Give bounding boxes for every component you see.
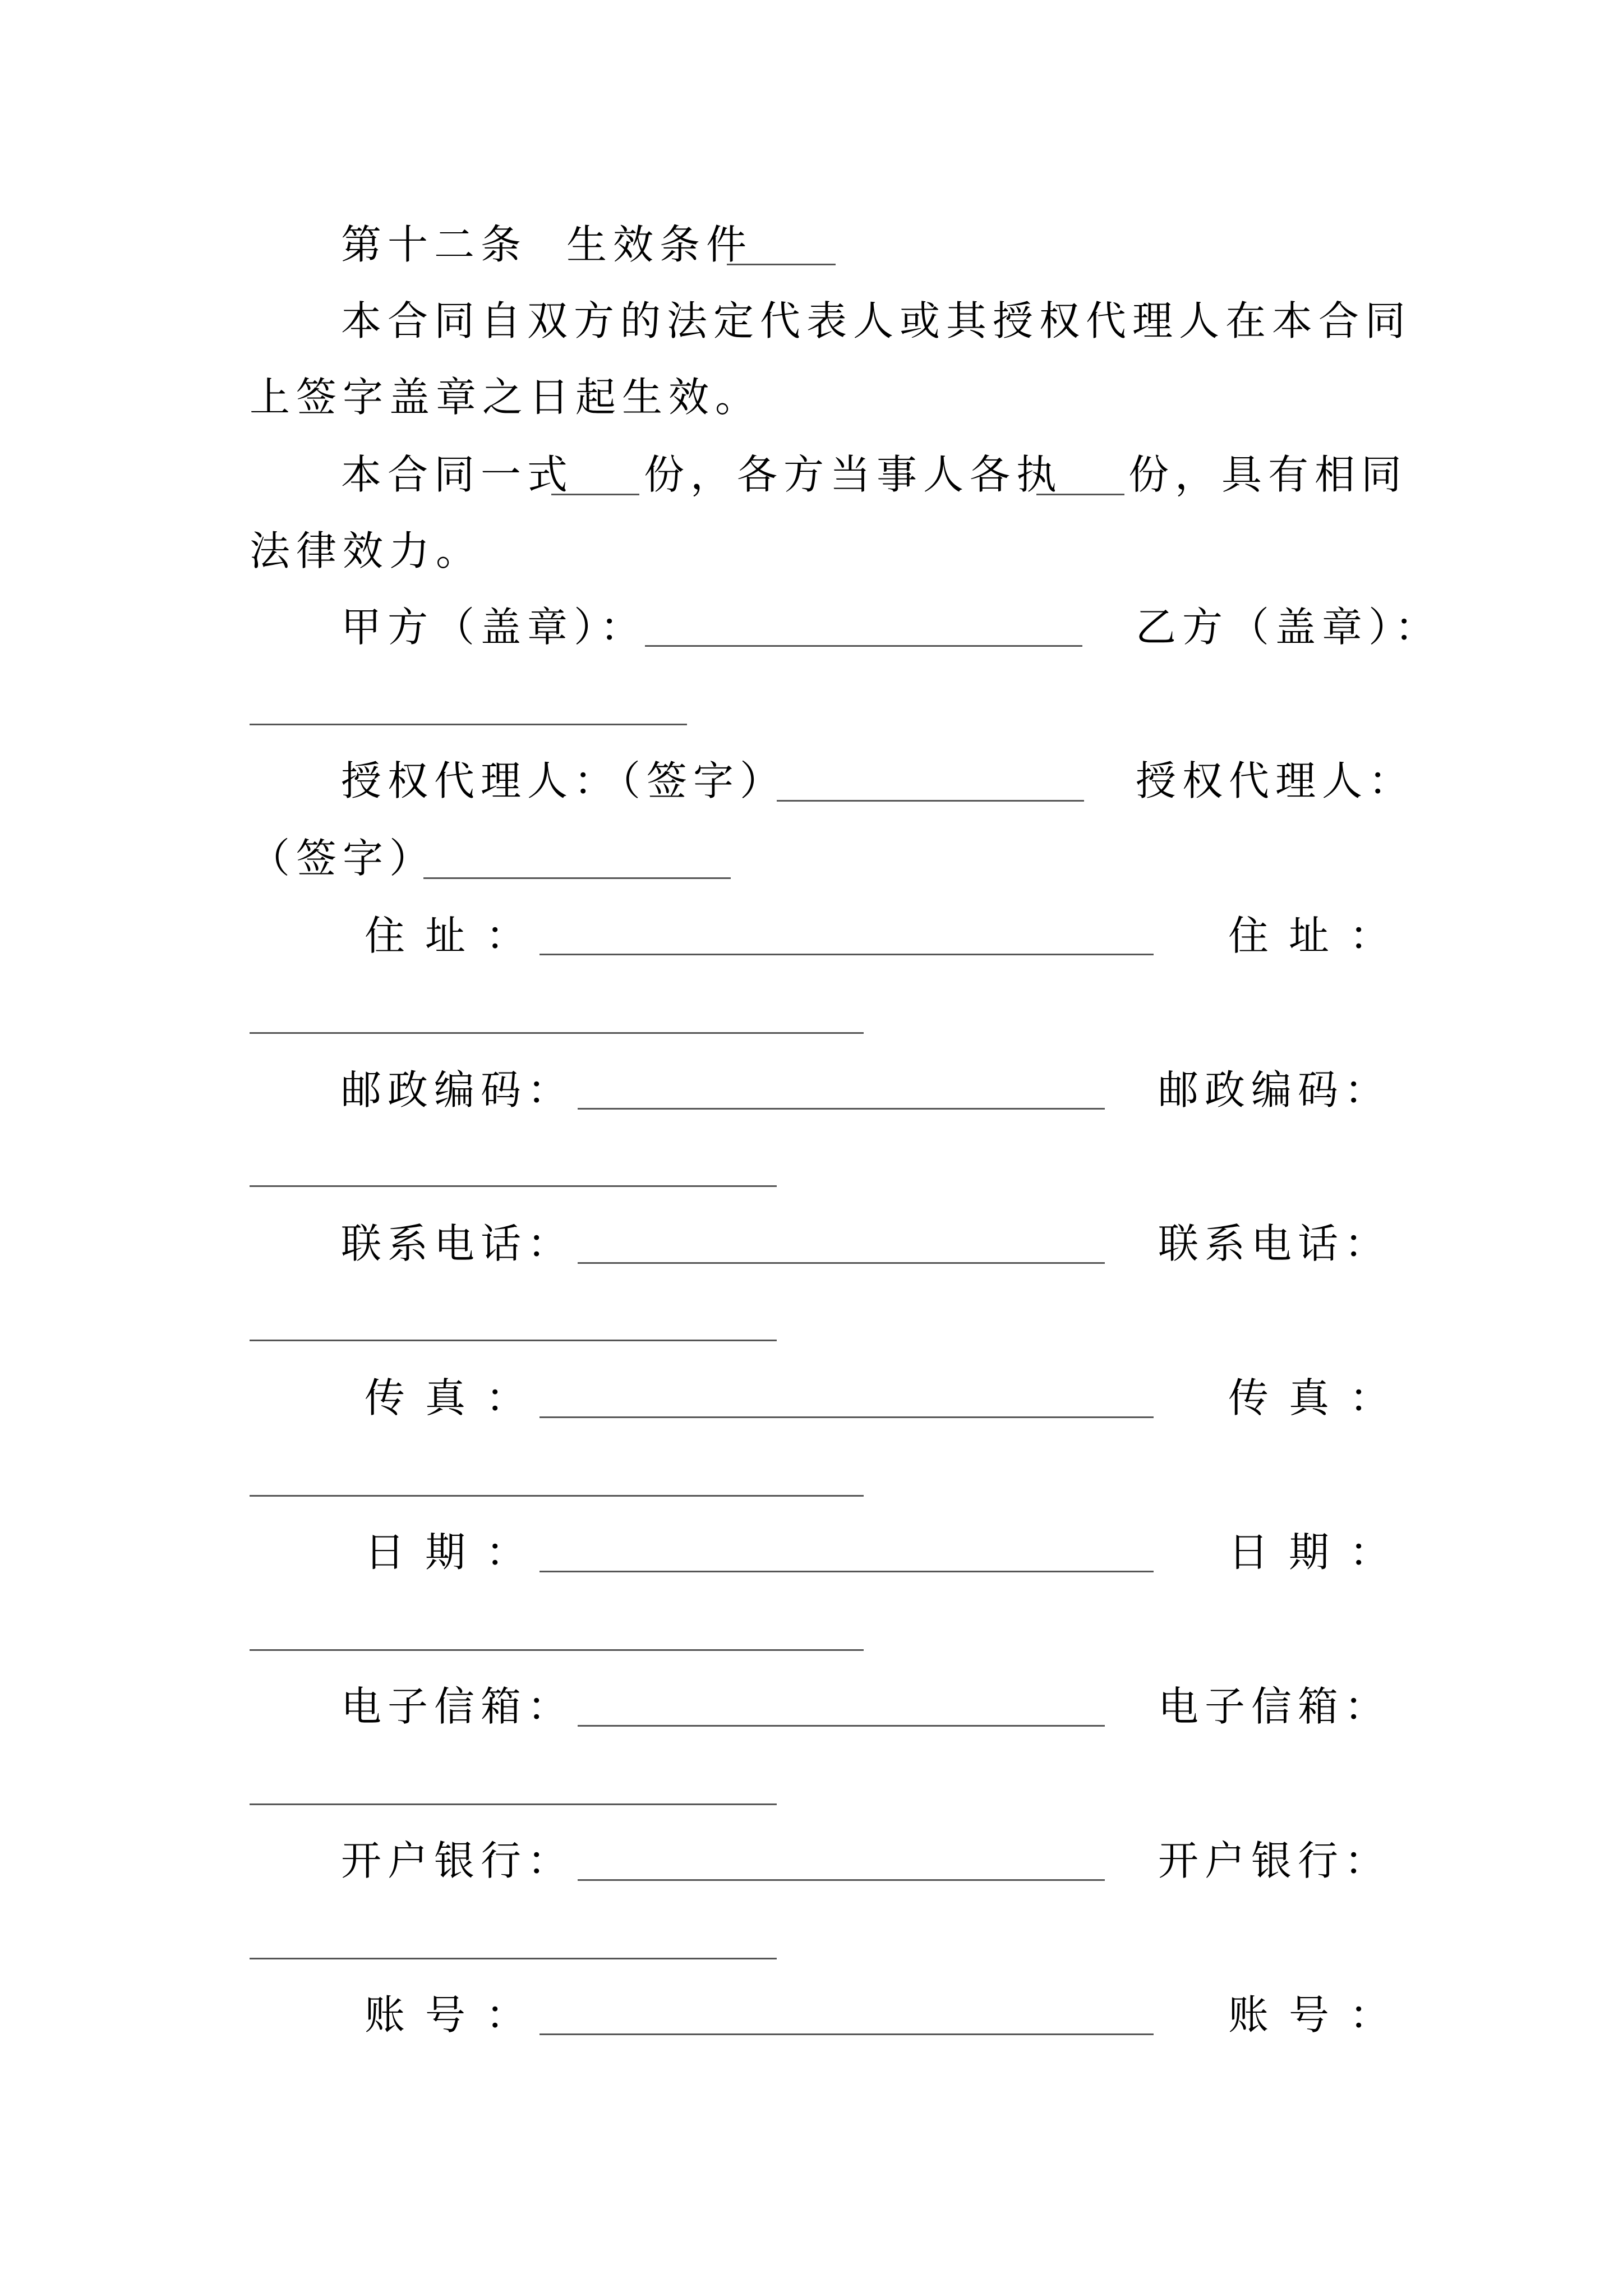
copies-clause-line2: 法律效力。 <box>250 527 483 574</box>
effective-clause-line1: 本合同自双方的法定代表人或其授权代理人在本合同 <box>341 297 1412 344</box>
postcode-a-blank[interactable] <box>578 1108 1105 1110</box>
address-b-label: 住址： <box>1228 912 1410 959</box>
agent-b-sign-label: （签字） <box>250 835 436 882</box>
phone-b-label: 联系电话： <box>1158 1220 1391 1267</box>
party-b-seal-label: 乙方（盖章）： <box>1136 604 1442 651</box>
party-a-seal-blank[interactable] <box>645 645 1082 647</box>
fax-a-label: 传真： <box>365 1374 547 1421</box>
address-b-blank[interactable] <box>250 1032 864 1034</box>
account-a-blank[interactable] <box>540 2033 1154 2035</box>
email-b-blank[interactable] <box>250 1803 777 1805</box>
copies-clause-part2: 份，各方当事人各执 <box>644 451 1063 498</box>
bank-a-blank[interactable] <box>578 1879 1105 1881</box>
party-a-seal-label: 甲方（盖章）： <box>341 604 647 651</box>
effective-clause-line2: 上签字盖章之日起生效。 <box>250 374 762 421</box>
bank-b-label: 开户银行： <box>1158 1837 1391 1884</box>
article-heading <box>341 221 753 268</box>
address-a-label: 住址： <box>365 912 547 959</box>
postcode-a-label: 邮政编码： <box>341 1066 574 1114</box>
heading-blank <box>727 264 836 265</box>
phone-b-blank[interactable] <box>250 1340 777 1341</box>
agent-a-label: 授权代理人：（签字） <box>341 757 787 804</box>
phone-a-blank[interactable] <box>578 1262 1105 1264</box>
postcode-b-label: 邮政编码： <box>1158 1066 1391 1114</box>
address-a-blank[interactable] <box>540 954 1154 955</box>
article-title: 生效条件 <box>566 221 753 268</box>
account-b-label: 账号： <box>1228 1991 1410 2039</box>
copies-each-blank[interactable] <box>1036 494 1124 495</box>
fax-b-blank[interactable] <box>250 1495 864 1497</box>
agent-b-blank[interactable] <box>423 877 731 879</box>
fax-b-label: 传真： <box>1228 1374 1410 1421</box>
bank-a-label: 开户银行： <box>341 1837 574 1884</box>
postcode-b-blank[interactable] <box>250 1185 777 1187</box>
account-a-label: 账号： <box>365 1991 547 2039</box>
date-a-label: 日期： <box>365 1529 547 1576</box>
email-a-blank[interactable] <box>578 1725 1105 1727</box>
article-number: 第十二条 <box>341 221 528 268</box>
date-b-label: 日期： <box>1228 1529 1410 1576</box>
date-b-blank[interactable] <box>250 1649 864 1651</box>
email-b-label: 电子信箱： <box>1158 1683 1391 1730</box>
fax-a-blank[interactable] <box>540 1416 1154 1418</box>
copies-clause-part1: 本合同一式 <box>341 451 574 498</box>
bank-b-blank[interactable] <box>250 1958 777 1959</box>
email-a-label: 电子信箱： <box>341 1683 574 1730</box>
copies-clause-part3: 份，具有相同 <box>1128 451 1408 498</box>
phone-a-label: 联系电话： <box>341 1220 574 1267</box>
party-b-seal-blank[interactable] <box>250 724 687 725</box>
agent-b-label: 授权代理人： <box>1136 757 1415 804</box>
date-a-blank[interactable] <box>540 1571 1154 1572</box>
agent-a-blank[interactable] <box>777 800 1084 802</box>
copies-total-blank[interactable] <box>551 494 639 495</box>
